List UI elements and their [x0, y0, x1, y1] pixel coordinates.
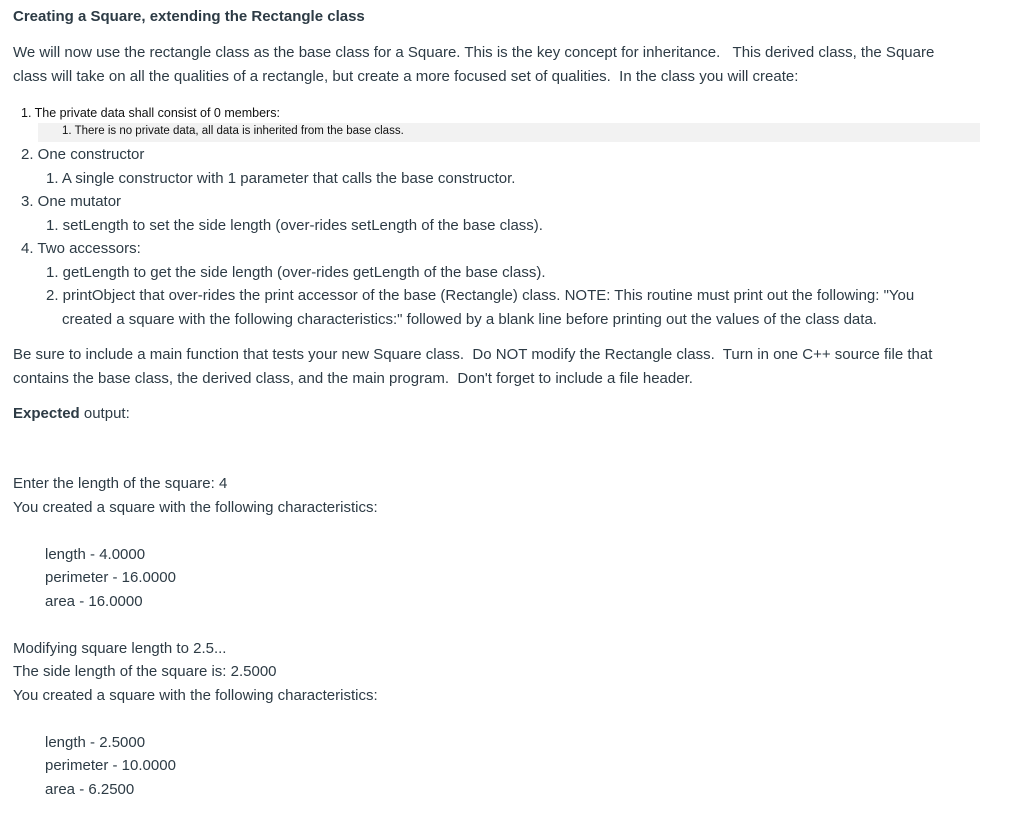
list-item-4-sub-2-line-1: 2. printObject that over-rides the print accessor of the base (Rectangle) class. NOTE: This routine must print out the following: "You	[46, 287, 915, 304]
list-item-3-sub-1: 1. setLength to set the side length (over-rides setLength of the base class).	[46, 217, 543, 234]
list-item-2: 2. One constructor	[21, 146, 145, 163]
list-item-1	[21, 104, 280, 121]
intro-line-1: We will now use the rectangle class as the base class for a Square. This is the key concept for inheritance. This derived class, the Square	[13, 44, 935, 61]
output-line-2: You created a square with the following characteristics:	[13, 499, 378, 516]
output-line-4: The side length of the square is: 2.5000	[13, 663, 277, 680]
list-item-4-sub-1: 1. getLength to get the side length (over-rides getLength of the base class).	[46, 264, 546, 281]
output-perimeter-1: perimeter - 16.0000	[45, 569, 176, 586]
output-length-2: length - 2.5000	[45, 734, 146, 751]
output-line-1: Enter the length of the square: 4	[13, 475, 228, 492]
list-item-1-label: 1. The private data shall consist of 0 members:	[21, 106, 280, 120]
expected-rest: output:	[79, 405, 130, 422]
output-perimeter-2: perimeter - 10.0000	[45, 757, 176, 774]
list-item-2-sub-1: 1. A single constructor with 1 parameter that calls the base constructor.	[46, 170, 516, 187]
page-title: Creating a Square, extending the Rectangle class	[13, 8, 365, 25]
output-length-1: length - 4.0000	[45, 546, 146, 563]
output-line-5: You created a square with the following characteristics:	[13, 687, 378, 704]
intro-line-2: class will take on all the qualities of a rectangle, but create a more focused set of qualities. In the class you will create:	[13, 68, 799, 85]
output-area-1: area - 16.0000	[45, 593, 143, 610]
instructions-line-2: contains the base class, the derived class, and the main program. Don't forget to include a file header.	[13, 370, 693, 387]
output-area-2: area - 6.2500	[45, 781, 135, 798]
list-item-4-sub-2-line-2: created a square with the following characteristics:" followed by a blank line before printing out the values of the class data.	[62, 311, 877, 328]
list-item-1-sub-1: 1. There is no private data, all data is inherited from the base class.	[62, 125, 404, 137]
output-line-3: Modifying square length to 2.5...	[13, 640, 227, 657]
expected-output-heading	[13, 405, 130, 422]
list-item-4: 4. Two accessors:	[21, 240, 141, 257]
list-item-1-text	[21, 104, 280, 121]
expected-bold: Expected	[13, 405, 80, 422]
list-item-3: 3. One mutator	[21, 193, 122, 210]
instructions-line-1: Be sure to include a main function that tests your new Square class. Do NOT modify the Rectangle class. Turn in one C++ source file that	[13, 346, 933, 363]
